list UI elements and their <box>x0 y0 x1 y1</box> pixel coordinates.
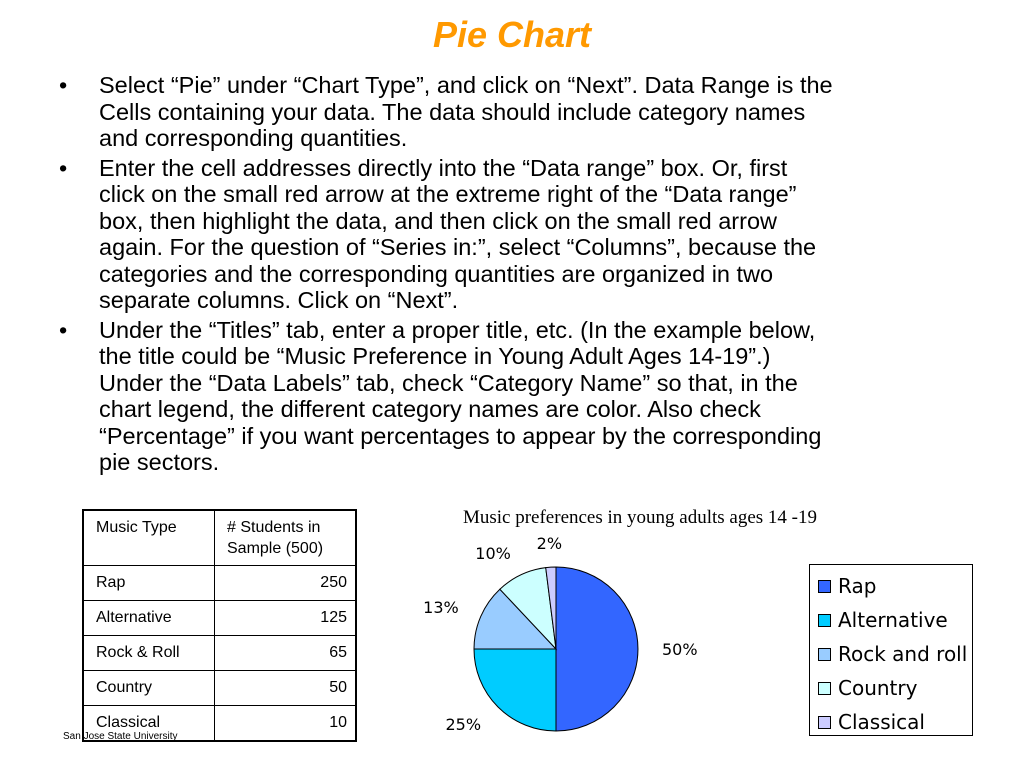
table-cell: Alternative <box>83 601 215 636</box>
pie-slice-alternative <box>474 649 556 731</box>
bullet-list <box>56 72 1001 479</box>
slide-title: Pie Chart <box>432 14 592 55</box>
legend-item <box>818 671 972 705</box>
bullet-glyph: • <box>59 154 68 181</box>
bullet-text: Under the “Titles” tab, enter a proper title, etc. (In the example below, the title could be “Music Preference in Young Adult Ages 14-19”.) Under the “Data Labels” tab, check “Category Name” so that, in the chart legend, the different category names are color. Also check “Percentage” if you want percentages to appear by the corresponding pie sectors. <box>99 316 822 475</box>
chart-title: Music preferences in young adults ages 14 -19 <box>462 507 818 528</box>
table-row <box>83 566 356 601</box>
bullet-glyph: • <box>59 72 68 98</box>
bullet-item <box>56 317 1001 476</box>
legend-swatch <box>818 682 831 695</box>
table-cell: Country <box>83 671 215 706</box>
data-table <box>82 509 357 742</box>
table-cell: Rap <box>83 566 215 601</box>
bullet-glyph: • <box>59 316 68 343</box>
legend-label: Country <box>838 676 918 700</box>
legend-swatch <box>818 614 831 627</box>
legend-label: Classical <box>838 710 925 734</box>
legend-swatch <box>818 580 831 593</box>
pie-data-label: 10% <box>475 544 511 564</box>
legend-item <box>818 637 972 671</box>
bullet-text: Enter the cell addresses directly into the “Data range” box. Or, first click on the small red arrow at the extreme right of the “Data range” box, then highlight the data, and then click on the small red arrow again. For the question of “Series in:”, select “Columns”, because the categories and the corresponding quantities are organized in two separate columns. Click on “Next”. <box>99 154 817 313</box>
table-header-cell: # Students in Sample (500) <box>215 510 357 566</box>
pie-data-label: 25% <box>445 714 482 734</box>
table-cell: 65 <box>215 636 357 671</box>
pie-data-label: 13% <box>423 597 459 617</box>
legend-item <box>818 603 972 637</box>
table-cell: Classical <box>83 706 215 742</box>
pie-slice-rap <box>556 567 638 731</box>
pie-data-label: 2% <box>536 534 563 554</box>
bullet-item <box>56 72 1001 152</box>
table-row <box>83 671 356 706</box>
legend-swatch <box>818 648 831 661</box>
bullet-text: Select “Pie” under “Chart Type”, and click on “Next”. Data Range is the Cells containing your data. The data should include category names and corresponding quantities. <box>99 72 833 151</box>
legend-item <box>818 705 972 739</box>
bullet-item <box>56 155 1001 314</box>
chart-legend <box>809 564 973 736</box>
pie-chart <box>420 530 700 748</box>
table-row <box>83 601 356 636</box>
legend-item <box>818 569 972 603</box>
table-cell: 50 <box>215 671 357 706</box>
pie-data-label: 50% <box>662 640 698 659</box>
table-cell: 125 <box>215 601 357 636</box>
legend-label: Rock and roll <box>838 642 968 666</box>
table-header-cell: Music Type <box>83 510 215 566</box>
table-header-row <box>83 510 356 566</box>
legend-swatch <box>818 716 831 729</box>
table-cell: Rock & Roll <box>83 636 215 671</box>
legend-label: Alternative <box>838 608 948 632</box>
table-cell: 250 <box>215 566 357 601</box>
footer-university: San Jose State University <box>63 731 178 742</box>
legend-label: Rap <box>838 574 877 598</box>
table-cell: 10 <box>215 706 357 742</box>
table-row <box>83 636 356 671</box>
